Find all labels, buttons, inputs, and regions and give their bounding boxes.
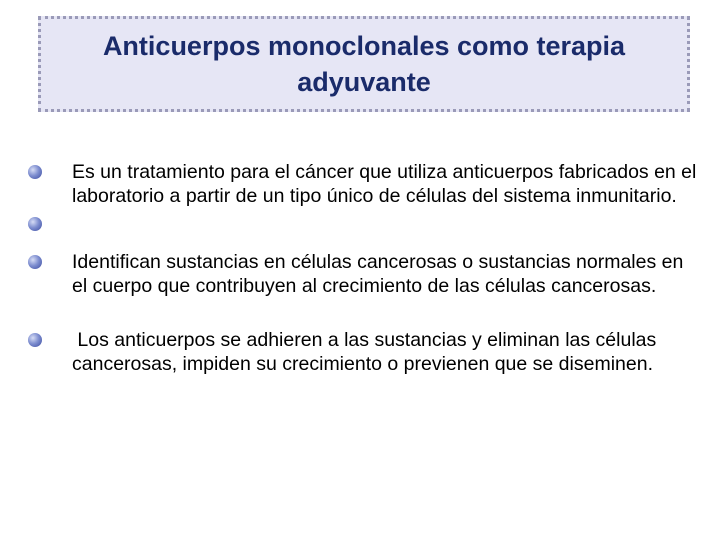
bullet-item bbox=[18, 212, 698, 236]
bullet-item bbox=[18, 328, 698, 376]
bullet-text: Identifican sustancias en células cancerosas o sustancias normales en el cuerpo que contribuyen al crecimiento de las células cancerosas. bbox=[72, 251, 684, 297]
bullet-icon bbox=[28, 165, 42, 179]
bullet-item bbox=[18, 160, 698, 208]
bullet-icon bbox=[28, 217, 42, 231]
bullet-icon bbox=[28, 255, 42, 269]
bullet-text: Los anticuerpos se adhieren a las sustancias y eliminan las células cancerosas, impiden su crecimiento o previenen que se diseminen. bbox=[72, 329, 662, 375]
bullet-text: Es un tratamiento para el cáncer que utiliza anticuerpos fabricados en el laboratorio a partir de un tipo único de células del sistema inmunitario. bbox=[72, 161, 697, 207]
slide-title: Anticuerpos monoclonales como terapia adyuvante bbox=[102, 31, 626, 97]
bullet-list bbox=[18, 160, 698, 376]
bullet-item bbox=[18, 250, 698, 298]
title-box bbox=[38, 16, 690, 112]
bullet-icon bbox=[28, 333, 42, 347]
